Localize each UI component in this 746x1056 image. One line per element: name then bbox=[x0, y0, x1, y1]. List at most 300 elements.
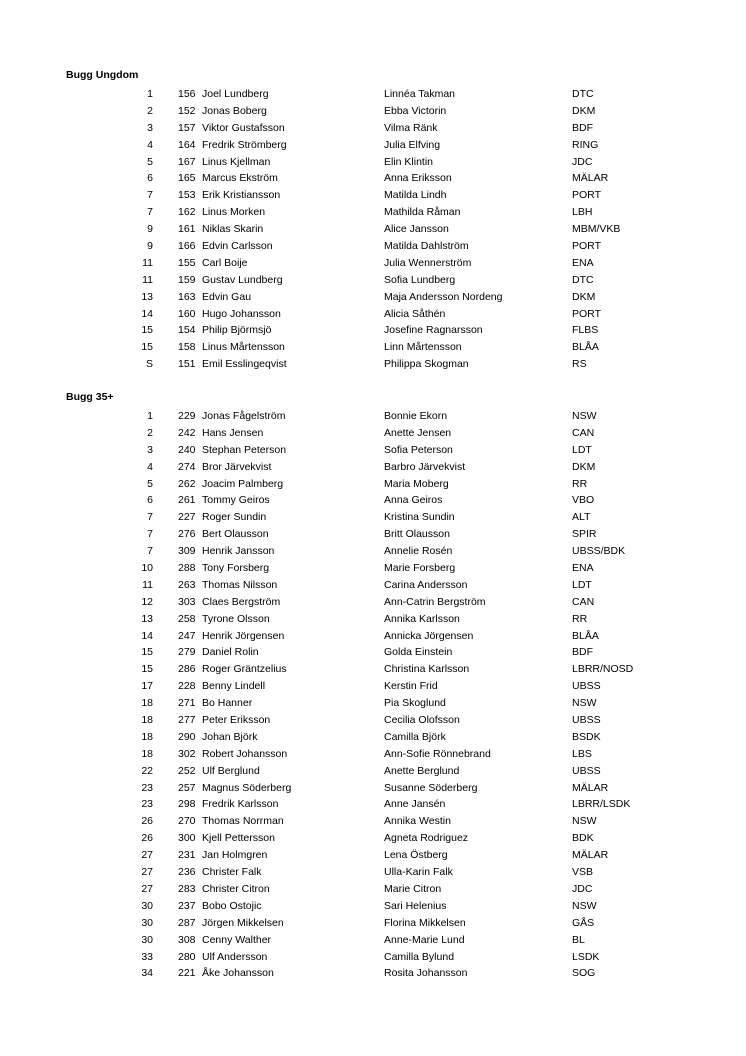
result-row bbox=[0, 492, 746, 509]
result-row bbox=[0, 932, 746, 949]
club-code: MBM/VKB bbox=[572, 223, 621, 236]
leader-name: Henrik Jörgensen bbox=[202, 629, 285, 642]
result-row bbox=[0, 965, 746, 982]
placement: 14 bbox=[141, 307, 153, 320]
leader-name: Joacim Palmberg bbox=[202, 477, 284, 490]
partner-name: Ann-Catrin Bergström bbox=[384, 595, 486, 608]
placement: 30 bbox=[141, 916, 153, 929]
partner-name: Elin Klintin bbox=[384, 155, 434, 168]
result-row bbox=[0, 154, 746, 171]
partner-name: Florina Mikkelsen bbox=[384, 916, 466, 929]
partner-name: Josefine Ragnarsson bbox=[384, 324, 483, 337]
club-code: JDC bbox=[572, 882, 593, 895]
placement: 4 bbox=[147, 460, 153, 473]
partner-name: Sari Helenius bbox=[384, 899, 447, 912]
result-row bbox=[0, 509, 746, 526]
club-code: RS bbox=[572, 358, 587, 371]
result-row bbox=[0, 915, 746, 932]
club-code: RR bbox=[572, 612, 588, 625]
club-code: LBRR/LSDK bbox=[572, 798, 631, 811]
placement: 22 bbox=[141, 764, 153, 777]
start-number: 263 bbox=[178, 578, 196, 591]
club-code: NSW bbox=[572, 697, 597, 710]
partner-name: Agneta Rodriguez bbox=[384, 832, 469, 845]
partner-name: Anna Eriksson bbox=[384, 172, 452, 185]
leader-name: Åke Johansson bbox=[202, 967, 274, 980]
club-code: NSW bbox=[572, 815, 597, 828]
placement: 7 bbox=[147, 511, 153, 524]
leader-name: Roger Gräntzelius bbox=[202, 663, 287, 676]
result-row bbox=[0, 695, 746, 712]
partner-name: Anne Jansén bbox=[384, 798, 446, 811]
start-number: 300 bbox=[178, 832, 196, 845]
leader-name: Thomas Nilsson bbox=[202, 578, 278, 591]
start-number: 164 bbox=[178, 138, 196, 151]
result-row bbox=[0, 204, 746, 221]
placement: 5 bbox=[147, 477, 153, 490]
result-row bbox=[0, 898, 746, 915]
leader-name: Ulf Andersson bbox=[202, 950, 268, 963]
club-code: LDT bbox=[572, 443, 592, 456]
result-row bbox=[0, 611, 746, 628]
result-row bbox=[0, 661, 746, 678]
result-row bbox=[0, 170, 746, 187]
result-row bbox=[0, 459, 746, 476]
partner-name: Matilda Lindh bbox=[384, 189, 447, 202]
result-row bbox=[0, 864, 746, 881]
placement: 15 bbox=[141, 646, 153, 659]
placement: 7 bbox=[147, 528, 153, 541]
placement: 23 bbox=[141, 781, 153, 794]
club-code: UBSS bbox=[572, 714, 601, 727]
start-number: 308 bbox=[178, 933, 196, 946]
partner-name: Anette Berglund bbox=[384, 764, 460, 777]
start-number: 159 bbox=[178, 273, 196, 286]
start-number: 303 bbox=[178, 595, 196, 608]
partner-name: Alicia Såthén bbox=[384, 307, 446, 320]
partner-name: Marie Citron bbox=[384, 882, 442, 895]
leader-name: Linus Kjellman bbox=[202, 155, 271, 168]
partner-name: Annika Westin bbox=[384, 815, 451, 828]
result-row bbox=[0, 289, 746, 306]
placement: 11 bbox=[142, 578, 153, 591]
club-code: GÅS bbox=[572, 916, 595, 929]
partner-name: Rosita Johansson bbox=[384, 967, 468, 980]
result-row bbox=[0, 644, 746, 661]
start-number: 277 bbox=[178, 714, 196, 727]
partner-name: Ebba Victorin bbox=[384, 104, 447, 117]
start-number: 287 bbox=[178, 916, 196, 929]
result-row bbox=[0, 120, 746, 137]
result-row bbox=[0, 763, 746, 780]
club-code: UBSS bbox=[572, 680, 601, 693]
partner-name: Mathilda Råman bbox=[384, 206, 461, 219]
start-number: 152 bbox=[178, 104, 196, 117]
start-number: 154 bbox=[178, 324, 196, 337]
partner-name: Camilla Björk bbox=[384, 730, 446, 743]
partner-name: Britt Olausson bbox=[384, 528, 450, 541]
result-row bbox=[0, 339, 746, 356]
club-code: BLÅA bbox=[572, 629, 599, 642]
start-number: 286 bbox=[178, 663, 196, 676]
start-number: 257 bbox=[178, 781, 196, 794]
partner-name: Alice Jansson bbox=[384, 223, 449, 236]
leader-name: Thomas Norrman bbox=[202, 815, 284, 828]
start-number: 242 bbox=[178, 426, 196, 439]
result-row bbox=[0, 272, 746, 289]
result-row bbox=[0, 881, 746, 898]
result-row bbox=[0, 187, 746, 204]
leader-name: Bror Järvekvist bbox=[202, 460, 272, 473]
section-title: Bugg 35+ bbox=[66, 391, 114, 403]
club-code: DKM bbox=[572, 460, 596, 473]
club-code: LSDK bbox=[572, 950, 600, 963]
partner-name: Annelie Rosén bbox=[384, 545, 453, 558]
leader-name: Jan Holmgren bbox=[202, 849, 268, 862]
club-code: PORT bbox=[572, 240, 601, 253]
placement: 27 bbox=[141, 849, 153, 862]
result-row bbox=[0, 356, 746, 373]
start-number: 165 bbox=[178, 172, 196, 185]
club-code: DKM bbox=[572, 104, 596, 117]
club-code: BLÅA bbox=[572, 341, 599, 354]
start-number: 228 bbox=[178, 680, 196, 693]
start-number: 160 bbox=[178, 307, 196, 320]
club-code: RING bbox=[572, 138, 599, 151]
placement: 11 bbox=[142, 256, 153, 269]
start-number: 283 bbox=[178, 882, 196, 895]
placement: 15 bbox=[141, 663, 153, 676]
partner-name: Marie Forsberg bbox=[384, 562, 456, 575]
club-code: ALT bbox=[572, 511, 591, 524]
leader-name: Edvin Gau bbox=[202, 290, 252, 303]
partner-name: Maria Moberg bbox=[384, 477, 449, 490]
start-number: 162 bbox=[178, 206, 196, 219]
club-code: MÄLAR bbox=[572, 781, 609, 794]
leader-name: Robert Johansson bbox=[202, 747, 288, 760]
start-number: 153 bbox=[178, 189, 196, 202]
placement: 34 bbox=[141, 967, 153, 980]
club-code: SOG bbox=[572, 967, 596, 980]
leader-name: Stephan Peterson bbox=[202, 443, 287, 456]
partner-name: Julia Wennerström bbox=[384, 256, 472, 269]
leader-name: Linus Morken bbox=[202, 206, 266, 219]
results-list bbox=[0, 408, 746, 982]
partner-name: Golda Einstein bbox=[384, 646, 453, 659]
leader-name: Jörgen Mikkelsen bbox=[202, 916, 284, 929]
partner-name: Sofia Lundberg bbox=[384, 273, 456, 286]
leader-name: Henrik Jansson bbox=[202, 545, 275, 558]
club-code: VBO bbox=[572, 494, 595, 507]
leader-name: Claes Bergström bbox=[202, 595, 281, 608]
placement: 2 bbox=[147, 104, 153, 117]
leader-name: Roger Sundin bbox=[202, 511, 267, 524]
partner-name: Maja Andersson Nordeng bbox=[384, 290, 503, 303]
start-number: 262 bbox=[178, 477, 196, 490]
leader-name: Joel Lundberg bbox=[202, 88, 269, 100]
start-number: 167 bbox=[178, 155, 196, 168]
leader-name: Benny Lindell bbox=[202, 680, 266, 693]
club-code: BL bbox=[572, 933, 585, 946]
result-row bbox=[0, 425, 746, 442]
club-code: JDC bbox=[572, 155, 593, 168]
club-code: ENA bbox=[572, 562, 594, 575]
leader-name: Marcus Ekström bbox=[202, 172, 278, 185]
result-row bbox=[0, 746, 746, 763]
result-row bbox=[0, 255, 746, 272]
leader-name: Peter Eriksson bbox=[202, 714, 271, 727]
placement: 33 bbox=[141, 950, 153, 963]
result-row bbox=[0, 560, 746, 577]
club-code: NSW bbox=[572, 899, 597, 912]
club-code: BDK bbox=[572, 832, 594, 845]
result-row bbox=[0, 408, 746, 425]
result-row bbox=[0, 322, 746, 339]
partner-name: Christina Karlsson bbox=[384, 663, 470, 676]
start-number: 270 bbox=[178, 815, 196, 828]
leader-name: Jonas Fågelström bbox=[202, 410, 286, 422]
partner-name: Philippa Skogman bbox=[384, 358, 469, 371]
club-code: UBSS bbox=[572, 764, 601, 777]
start-number: 258 bbox=[178, 612, 196, 625]
start-number: 236 bbox=[178, 866, 196, 879]
leader-name: Jonas Boberg bbox=[202, 104, 267, 117]
start-number: 221 bbox=[178, 967, 196, 980]
leader-name: Viktor Gustafsson bbox=[202, 121, 285, 134]
result-row bbox=[0, 103, 746, 120]
placement: 26 bbox=[141, 832, 153, 845]
placement: 3 bbox=[147, 443, 153, 456]
start-number: 271 bbox=[178, 697, 196, 710]
club-code: ENA bbox=[572, 256, 594, 269]
partner-name: Camilla Bylund bbox=[384, 950, 455, 963]
club-code: CAN bbox=[572, 426, 595, 439]
placement: 27 bbox=[141, 866, 153, 879]
leader-name: Bo Hanner bbox=[202, 697, 253, 710]
result-row bbox=[0, 137, 746, 154]
placement: 5 bbox=[147, 155, 153, 168]
placement: 9 bbox=[147, 240, 153, 253]
leader-name: Hans Jensen bbox=[202, 426, 264, 439]
club-code: RR bbox=[572, 477, 588, 490]
placement: 6 bbox=[147, 172, 153, 185]
partner-name: Kristina Sundin bbox=[384, 511, 455, 524]
partner-name: Anna Geiros bbox=[384, 494, 443, 507]
placement: S bbox=[145, 358, 153, 371]
partner-name: Carina Andersson bbox=[384, 578, 468, 591]
placement: 18 bbox=[141, 697, 153, 710]
placement: 7 bbox=[147, 206, 153, 219]
start-number: 302 bbox=[178, 747, 196, 760]
placement: 7 bbox=[147, 545, 153, 558]
result-row bbox=[0, 712, 746, 729]
partner-name: Anette Jensen bbox=[384, 426, 452, 439]
placement: 27 bbox=[141, 882, 153, 895]
placement: 23 bbox=[141, 798, 153, 811]
result-row bbox=[0, 729, 746, 746]
leader-name: Cenny Walther bbox=[202, 933, 272, 946]
partner-name: Julia Elfving bbox=[384, 138, 441, 151]
leader-name: Carl Boije bbox=[202, 256, 248, 269]
start-number: 229 bbox=[178, 410, 196, 422]
partner-name: Pia Skoglund bbox=[384, 697, 446, 710]
placement: 1 bbox=[147, 88, 153, 100]
partner-name: Anne-Marie Lund bbox=[384, 933, 465, 946]
club-code: DTC bbox=[572, 88, 594, 100]
start-number: 298 bbox=[178, 798, 196, 811]
result-row bbox=[0, 678, 746, 695]
start-number: 161 bbox=[178, 223, 196, 236]
leader-name: Edvin Carlsson bbox=[202, 240, 273, 253]
leader-name: Linus Mårtensson bbox=[202, 341, 285, 354]
leader-name: Magnus Söderberg bbox=[202, 781, 292, 794]
partner-name: Linnéa Takman bbox=[384, 88, 456, 100]
placement: 15 bbox=[141, 341, 153, 354]
club-code: LBS bbox=[572, 747, 592, 760]
placement: 3 bbox=[147, 121, 153, 134]
leader-name: Hugo Johansson bbox=[202, 307, 281, 320]
start-number: 156 bbox=[178, 88, 196, 100]
club-code: LDT bbox=[572, 578, 592, 591]
start-number: 157 bbox=[178, 121, 196, 134]
leader-name: Philip Björmsjö bbox=[202, 324, 272, 337]
start-number: 155 bbox=[178, 256, 196, 269]
leader-name: Gustav Lundberg bbox=[202, 273, 283, 286]
partner-name: Ulla-Karin Falk bbox=[384, 866, 453, 879]
partner-name: Sofia Peterson bbox=[384, 443, 453, 456]
start-number: 309 bbox=[178, 545, 196, 558]
partner-name: Annika Karlsson bbox=[384, 612, 460, 625]
result-row bbox=[0, 813, 746, 830]
result-row bbox=[0, 86, 746, 103]
start-number: 261 bbox=[178, 494, 196, 507]
club-code: NSW bbox=[572, 410, 597, 422]
result-row bbox=[0, 594, 746, 611]
leader-name: Emil Esslingeqvist bbox=[202, 358, 287, 371]
result-row bbox=[0, 847, 746, 864]
leader-name: Ulf Berglund bbox=[202, 764, 260, 777]
start-number: 274 bbox=[178, 460, 196, 473]
leader-name: Bert Olausson bbox=[202, 528, 269, 541]
start-number: 163 bbox=[178, 290, 196, 303]
placement: 18 bbox=[141, 747, 153, 760]
leader-name: Christer Citron bbox=[202, 882, 270, 895]
club-code: BDF bbox=[572, 646, 593, 659]
leader-name: Tony Forsberg bbox=[202, 562, 270, 575]
start-number: 252 bbox=[178, 764, 196, 777]
club-code: SPIR bbox=[572, 528, 597, 541]
leader-name: Tommy Geiros bbox=[202, 494, 270, 507]
club-code: CAN bbox=[572, 595, 595, 608]
placement: 12 bbox=[141, 595, 153, 608]
start-number: 247 bbox=[178, 629, 196, 642]
leader-name: Niklas Skarin bbox=[202, 223, 264, 236]
start-number: 280 bbox=[178, 950, 196, 963]
partner-name: Linn Mårtensson bbox=[384, 341, 462, 354]
placement: 18 bbox=[141, 730, 153, 743]
result-row bbox=[0, 628, 746, 645]
club-code: DTC bbox=[572, 273, 594, 286]
leader-name: Daniel Rolin bbox=[202, 646, 259, 659]
result-row bbox=[0, 949, 746, 966]
partner-name: Cecilia Olofsson bbox=[384, 714, 460, 727]
start-number: 151 bbox=[178, 358, 196, 371]
result-row bbox=[0, 796, 746, 813]
placement: 14 bbox=[141, 629, 153, 642]
result-row bbox=[0, 830, 746, 847]
club-code: MÄLAR bbox=[572, 849, 609, 862]
leader-name: Erik Kristiansson bbox=[202, 189, 281, 202]
leader-name: Fredrik Strömberg bbox=[202, 138, 287, 151]
placement: 15 bbox=[141, 324, 153, 337]
club-code: VSB bbox=[572, 866, 594, 879]
club-code: BSDK bbox=[572, 730, 601, 743]
result-row bbox=[0, 238, 746, 255]
section-title: Bugg Ungdom bbox=[66, 69, 139, 81]
placement: 26 bbox=[141, 815, 153, 828]
partner-name: Matilda Dahlström bbox=[384, 240, 469, 253]
partner-name: Vilma Ränk bbox=[384, 121, 438, 134]
club-code: DKM bbox=[572, 290, 596, 303]
start-number: 288 bbox=[178, 562, 196, 575]
placement: 9 bbox=[147, 223, 153, 236]
partner-name: Kerstin Frid bbox=[384, 680, 438, 693]
placement: 13 bbox=[141, 290, 153, 303]
partner-name: Bonnie Ekorn bbox=[384, 410, 448, 422]
club-code: FLBS bbox=[572, 324, 599, 337]
result-row bbox=[0, 577, 746, 594]
leader-name: Johan Björk bbox=[202, 730, 258, 743]
placement: 1 bbox=[147, 410, 153, 422]
placement: 17 bbox=[141, 680, 153, 693]
partner-name: Lena Östberg bbox=[384, 849, 448, 862]
partner-name: Ann-Sofie Rönnebrand bbox=[384, 747, 491, 760]
placement: 10 bbox=[141, 562, 153, 575]
club-code: UBSS/BDK bbox=[572, 545, 626, 558]
leader-name: Fredrik Karlsson bbox=[202, 798, 279, 811]
placement: 4 bbox=[147, 138, 153, 151]
placement: 18 bbox=[141, 714, 153, 727]
partner-name: Barbro Järvekvist bbox=[384, 460, 466, 473]
placement: 11 bbox=[142, 273, 153, 286]
start-number: 237 bbox=[178, 899, 196, 912]
start-number: 279 bbox=[178, 646, 196, 659]
club-code: BDF bbox=[572, 121, 593, 134]
partner-name: Annicka Jörgensen bbox=[384, 629, 474, 642]
placement: 13 bbox=[141, 612, 153, 625]
club-code: PORT bbox=[572, 307, 601, 320]
club-code: PORT bbox=[572, 189, 601, 202]
result-row bbox=[0, 780, 746, 797]
start-number: 227 bbox=[178, 511, 196, 524]
start-number: 166 bbox=[178, 240, 196, 253]
result-row bbox=[0, 306, 746, 323]
leader-name: Tyrone Olsson bbox=[202, 612, 270, 625]
club-code: LBH bbox=[572, 206, 593, 219]
placement: 6 bbox=[147, 494, 153, 507]
placement: 2 bbox=[147, 426, 153, 439]
start-number: 276 bbox=[178, 528, 196, 541]
leader-name: Kjell Pettersson bbox=[202, 832, 275, 845]
placement: 30 bbox=[141, 899, 153, 912]
club-code: LBRR/NOSD bbox=[572, 663, 634, 676]
start-number: 158 bbox=[178, 341, 196, 354]
result-row bbox=[0, 442, 746, 459]
result-row bbox=[0, 476, 746, 493]
results-list bbox=[0, 86, 746, 373]
club-code: MÄLAR bbox=[572, 172, 609, 185]
start-number: 240 bbox=[178, 443, 196, 456]
